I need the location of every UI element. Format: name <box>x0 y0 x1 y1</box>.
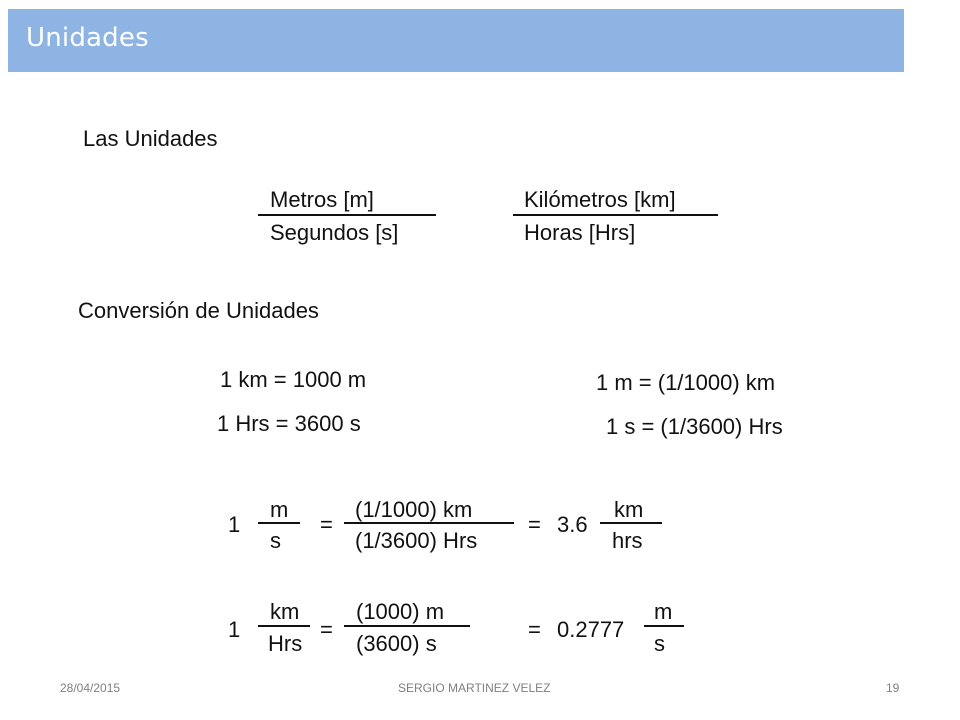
eq1-equals-1: = <box>320 512 333 537</box>
eq1-result: 3.6 <box>557 512 588 537</box>
units-left-numerator: Metros [m] <box>270 187 374 212</box>
footer-page-number: 19 <box>886 681 900 695</box>
conversion-left-1: 1 km = 1000 m <box>220 367 367 392</box>
eq1-mid-numerator: (1/1000) km <box>355 497 473 522</box>
eq1-mid-fraction-bar <box>344 522 514 524</box>
eq2-result: 0.2777 <box>557 617 625 642</box>
slide-title-bar <box>8 9 904 72</box>
eq2-equals-1: = <box>320 617 333 642</box>
eq1-equals-2: = <box>528 512 541 537</box>
slide-title: Unidades <box>26 23 149 53</box>
eq2-coefficient: 1 <box>228 617 241 642</box>
eq1-result-denominator: hrs <box>612 528 643 553</box>
eq2-mid-fraction-bar <box>344 625 470 627</box>
footer-author: SERGIO MARTINEZ VELEZ <box>398 681 551 695</box>
units-right-fraction-bar <box>513 214 718 216</box>
conversion-heading: Conversión de Unidades <box>78 298 319 323</box>
footer-date: 28/04/2015 <box>60 681 121 695</box>
eq2-equals-2: = <box>528 617 541 642</box>
eq1-coefficient: 1 <box>228 512 241 537</box>
eq2-unit-denominator: Hrs <box>268 631 303 656</box>
units-right-denominator: Horas [Hrs] <box>524 220 636 245</box>
eq1-mid-denominator: (1/3600) Hrs <box>355 528 478 553</box>
conversion-left-2: 1 Hrs = 3600 s <box>217 411 361 436</box>
eq1-unit-fraction-bar <box>258 522 300 524</box>
conversion-right-2: 1 s = (1/3600) Hrs <box>606 414 783 439</box>
eq2-unit-numerator: km <box>270 599 300 624</box>
units-right-numerator: Kilómetros [km] <box>524 187 676 212</box>
units-left-fraction-bar <box>258 214 436 216</box>
eq1-result-numerator: km <box>614 497 644 522</box>
eq1-unit-numerator: m <box>270 497 289 522</box>
units-left-denominator: Segundos [s] <box>270 220 399 245</box>
eq2-result-denominator: s <box>654 631 665 656</box>
units-heading: Las Unidades <box>83 126 218 151</box>
conversion-right-1: 1 m = (1/1000) km <box>596 370 776 395</box>
eq2-mid-denominator: (3600) s <box>356 631 437 656</box>
eq2-unit-fraction-bar <box>258 625 310 627</box>
eq2-result-numerator: m <box>654 599 673 624</box>
eq1-result-fraction-bar <box>600 522 662 524</box>
eq2-mid-numerator: (1000) m <box>356 599 445 624</box>
eq2-result-fraction-bar <box>644 625 684 627</box>
eq1-unit-denominator: s <box>270 528 281 553</box>
